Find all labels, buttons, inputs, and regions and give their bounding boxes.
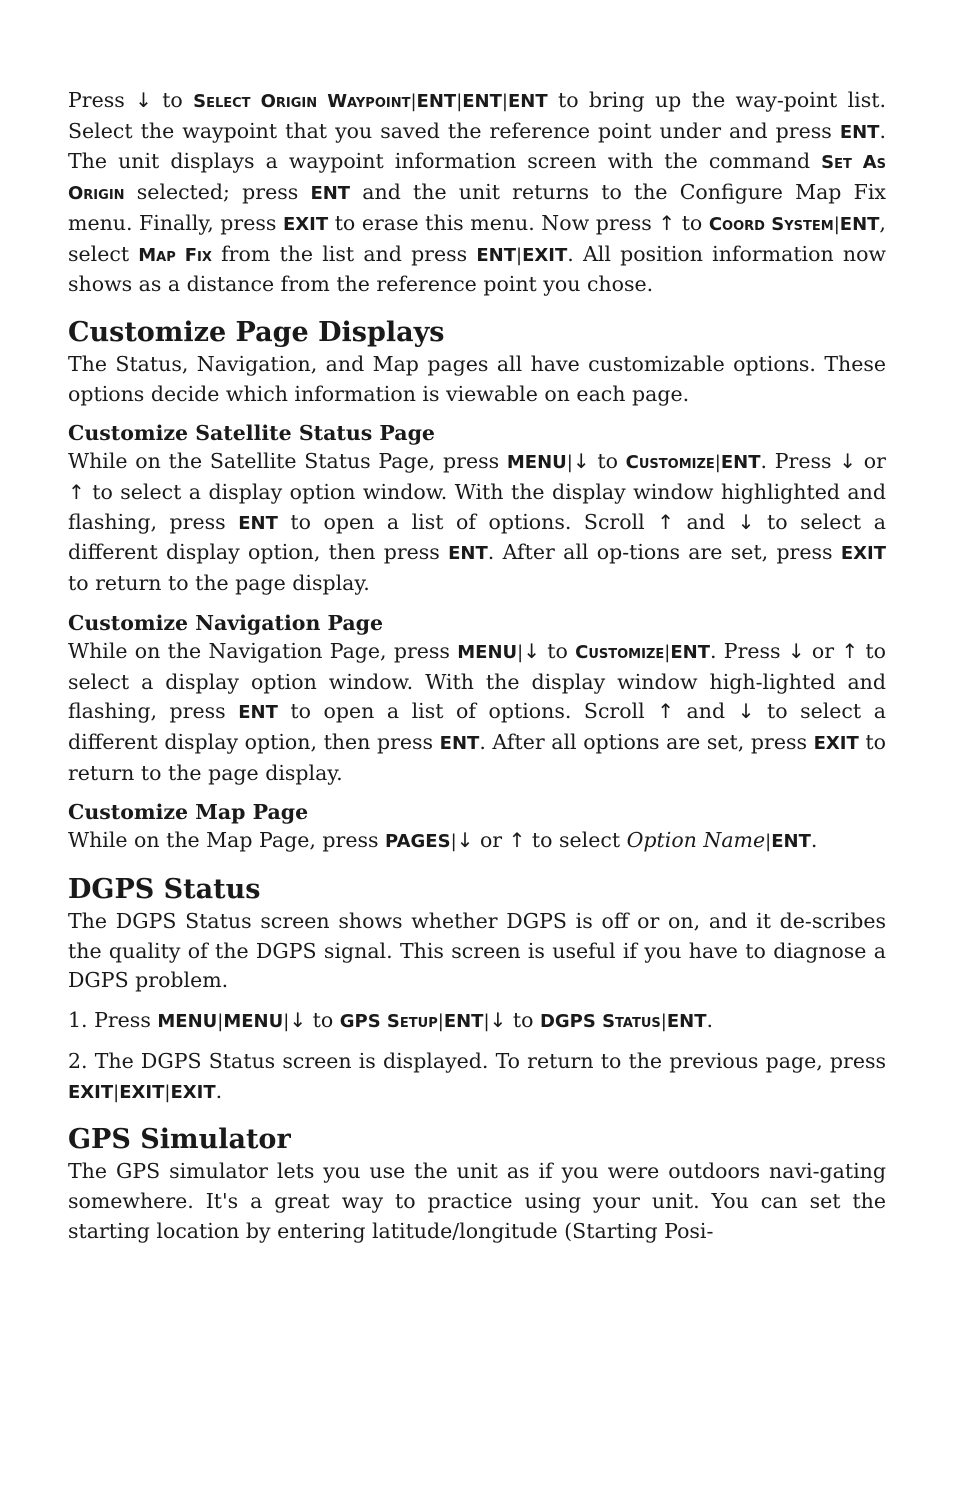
- key-ent: ENT: [839, 121, 880, 143]
- key-ent: ENT: [720, 452, 761, 474]
- key-ent: ENT: [238, 702, 278, 724]
- up-arrow-icon: ↑: [68, 480, 85, 505]
- up-arrow-icon: ↑: [841, 638, 859, 663]
- text: to erase this menu. Now press: [334, 210, 652, 235]
- text: . All position information now shows as a distance from the reference point you chose.: [68, 241, 886, 297]
- text: and: [686, 699, 726, 724]
- satellite-paragraph: [68, 447, 886, 599]
- separator: |: [483, 1011, 490, 1033]
- text: to return to the page display.: [68, 571, 370, 596]
- separator: |: [164, 1081, 171, 1103]
- subheading-map: Customize Map Page: [68, 800, 309, 825]
- text: to: [597, 449, 618, 474]
- menu-command: Coord System: [708, 213, 834, 235]
- subheading-satellite: Customize Satellite Status Page: [68, 421, 435, 446]
- section-heading-customize: Customize Page Displays: [68, 316, 445, 348]
- separator: |: [410, 91, 417, 112]
- section-heading-simulator: GPS Simulator: [68, 1124, 291, 1156]
- navigation-paragraph: [68, 637, 886, 789]
- key-ent: ENT: [507, 91, 548, 112]
- text: . The unit displays a waypoint information screen with the command: [68, 118, 886, 174]
- text: , select: [68, 210, 886, 266]
- separator: |: [516, 244, 523, 266]
- key-exit: EXIT: [522, 244, 568, 266]
- down-arrow-icon: ↓: [839, 449, 857, 474]
- key-ent: ENT: [448, 543, 488, 565]
- text: to select a display option window. With the display window high-lighted and flashing, press: [68, 638, 886, 724]
- text: to bring up the way-point list. Select the waypoint that you saved the reference point under and press: [68, 88, 886, 143]
- map-paragraph: [68, 826, 886, 857]
- key-ent: ENT: [439, 732, 480, 754]
- up-arrow-icon: ↑: [658, 210, 676, 235]
- key-ent: ENT: [476, 244, 517, 266]
- down-arrow-icon: ↓: [572, 449, 590, 474]
- text: 1. Press: [68, 1008, 151, 1033]
- text: While on the Map Page, press: [68, 828, 379, 853]
- up-arrow-icon: ↑: [508, 828, 526, 853]
- menu-command: GPS Setup: [339, 1011, 438, 1033]
- simulator-paragraph: The GPS simulator lets you use the unit as if you were outdoors navi-gating somewhere. It's a great way to practice using your unit. You can set the starting location by entering latitude/longitude (Starting Posi-: [68, 1159, 886, 1243]
- text: to return to the page display.: [68, 729, 886, 785]
- text: While on the Satellite Status Page, press: [68, 449, 500, 474]
- key-exit: EXIT: [813, 732, 859, 754]
- key-exit: EXIT: [119, 1081, 165, 1103]
- separator: |: [664, 641, 671, 663]
- text: to: [312, 1008, 334, 1033]
- text: Press: [68, 88, 125, 112]
- text: to open a list of options. Scroll: [290, 509, 645, 534]
- key-exit: EXIT: [282, 213, 329, 235]
- text: .: [706, 1008, 714, 1033]
- separator: |: [456, 91, 463, 112]
- intro-paragraph: [68, 86, 886, 300]
- text: and the unit returns to the Configure Map Fix menu. Finally, press: [68, 180, 886, 235]
- text: . Press: [709, 638, 781, 663]
- text: or: [479, 828, 503, 853]
- down-arrow-icon: ↓: [289, 1008, 307, 1033]
- down-arrow-icon: ↓: [489, 1008, 507, 1033]
- text: to: [547, 638, 568, 663]
- key-exit: EXIT: [840, 543, 887, 565]
- separator: |: [501, 91, 508, 112]
- separator: |: [517, 641, 524, 663]
- text: to select: [531, 828, 621, 853]
- text: . Press: [760, 449, 832, 474]
- key-ent: ENT: [310, 183, 351, 205]
- text: to: [162, 88, 183, 112]
- key-ent: ENT: [443, 1011, 484, 1033]
- separator: |: [437, 1011, 444, 1033]
- dgps-step-1: [68, 1006, 886, 1037]
- dgps-paragraph: The DGPS Status screen shows whether DGPS is off or on, and it de-scribes the quality of the DGPS signal. This screen is useful if you have to diagnose a DGPS problem.: [68, 909, 886, 993]
- key-menu: MENU: [223, 1011, 284, 1033]
- text: While on the Navigation Page, press: [68, 638, 450, 663]
- text: to: [512, 1008, 534, 1033]
- down-arrow-icon: ↓: [523, 638, 540, 663]
- text: to select a different display option, then press: [68, 699, 886, 754]
- key-menu: MENU: [506, 452, 567, 474]
- text: to: [681, 210, 703, 235]
- key-ent: ENT: [416, 91, 457, 112]
- manual-page: [68, 86, 886, 1246]
- menu-command: DGPS Status: [539, 1011, 661, 1033]
- separator: |: [450, 831, 457, 853]
- customize-paragraph: The Status, Navigation, and Map pages all have customizable options. These options decide which information is viewable on each page.: [68, 351, 886, 406]
- text: to select a display option window. With the display window highlighted and flashing, press: [68, 480, 886, 534]
- separator: |: [113, 1081, 120, 1103]
- key-pages: PAGES: [385, 831, 451, 853]
- text: .: [810, 828, 818, 853]
- down-arrow-icon: ↓: [737, 699, 755, 724]
- text: from the list and press: [221, 241, 468, 266]
- up-arrow-icon: ↑: [657, 699, 674, 724]
- separator: |: [217, 1011, 224, 1033]
- text: to select a different display option, then press: [68, 509, 886, 565]
- text: 2. The DGPS Status screen is displayed. To return to the previous page, press: [68, 1048, 886, 1073]
- separator: |: [283, 1011, 290, 1033]
- text: . After all options are set, press: [479, 729, 807, 754]
- key-ent: ENT: [670, 641, 710, 663]
- key-ent: ENT: [238, 512, 278, 534]
- text: to open a list of options. Scroll: [290, 699, 645, 724]
- menu-command: Set As Origin: [68, 152, 886, 205]
- key-ent: ENT: [462, 91, 502, 112]
- separator: |: [566, 452, 573, 474]
- down-arrow-icon: ↓: [135, 88, 152, 112]
- text: or: [811, 638, 835, 663]
- down-arrow-icon: ↓: [787, 638, 805, 663]
- separator: |: [765, 831, 772, 853]
- key-menu: MENU: [157, 1011, 218, 1033]
- text: .: [215, 1078, 223, 1103]
- separator: |: [833, 213, 840, 235]
- text: or: [863, 449, 886, 474]
- subheading-navigation: Customize Navigation Page: [68, 610, 384, 635]
- separator: |: [714, 452, 721, 474]
- menu-command: Map Fix: [138, 244, 212, 266]
- key-exit: EXIT: [68, 1081, 114, 1103]
- key-exit: EXIT: [170, 1081, 216, 1103]
- key-ent: ENT: [666, 1011, 707, 1033]
- up-arrow-icon: ↑: [657, 509, 674, 534]
- text: and: [686, 509, 726, 534]
- section-heading-dgps: DGPS Status: [68, 874, 261, 906]
- text: selected; press: [136, 180, 299, 205]
- key-ent: ENT: [839, 213, 880, 235]
- menu-command: Select Origin Waypoint: [193, 91, 411, 112]
- key-ent: ENT: [771, 831, 811, 853]
- menu-command: Customize: [575, 641, 665, 663]
- separator: |: [660, 1011, 667, 1033]
- dgps-step-2: [68, 1047, 886, 1107]
- down-arrow-icon: ↓: [737, 509, 755, 534]
- menu-command: Customize: [625, 452, 715, 474]
- text: . After all op-tions are set, press: [487, 540, 833, 565]
- down-arrow-icon: ↓: [456, 828, 474, 853]
- option-name: Option Name: [626, 828, 766, 853]
- key-menu: MENU: [457, 641, 518, 663]
